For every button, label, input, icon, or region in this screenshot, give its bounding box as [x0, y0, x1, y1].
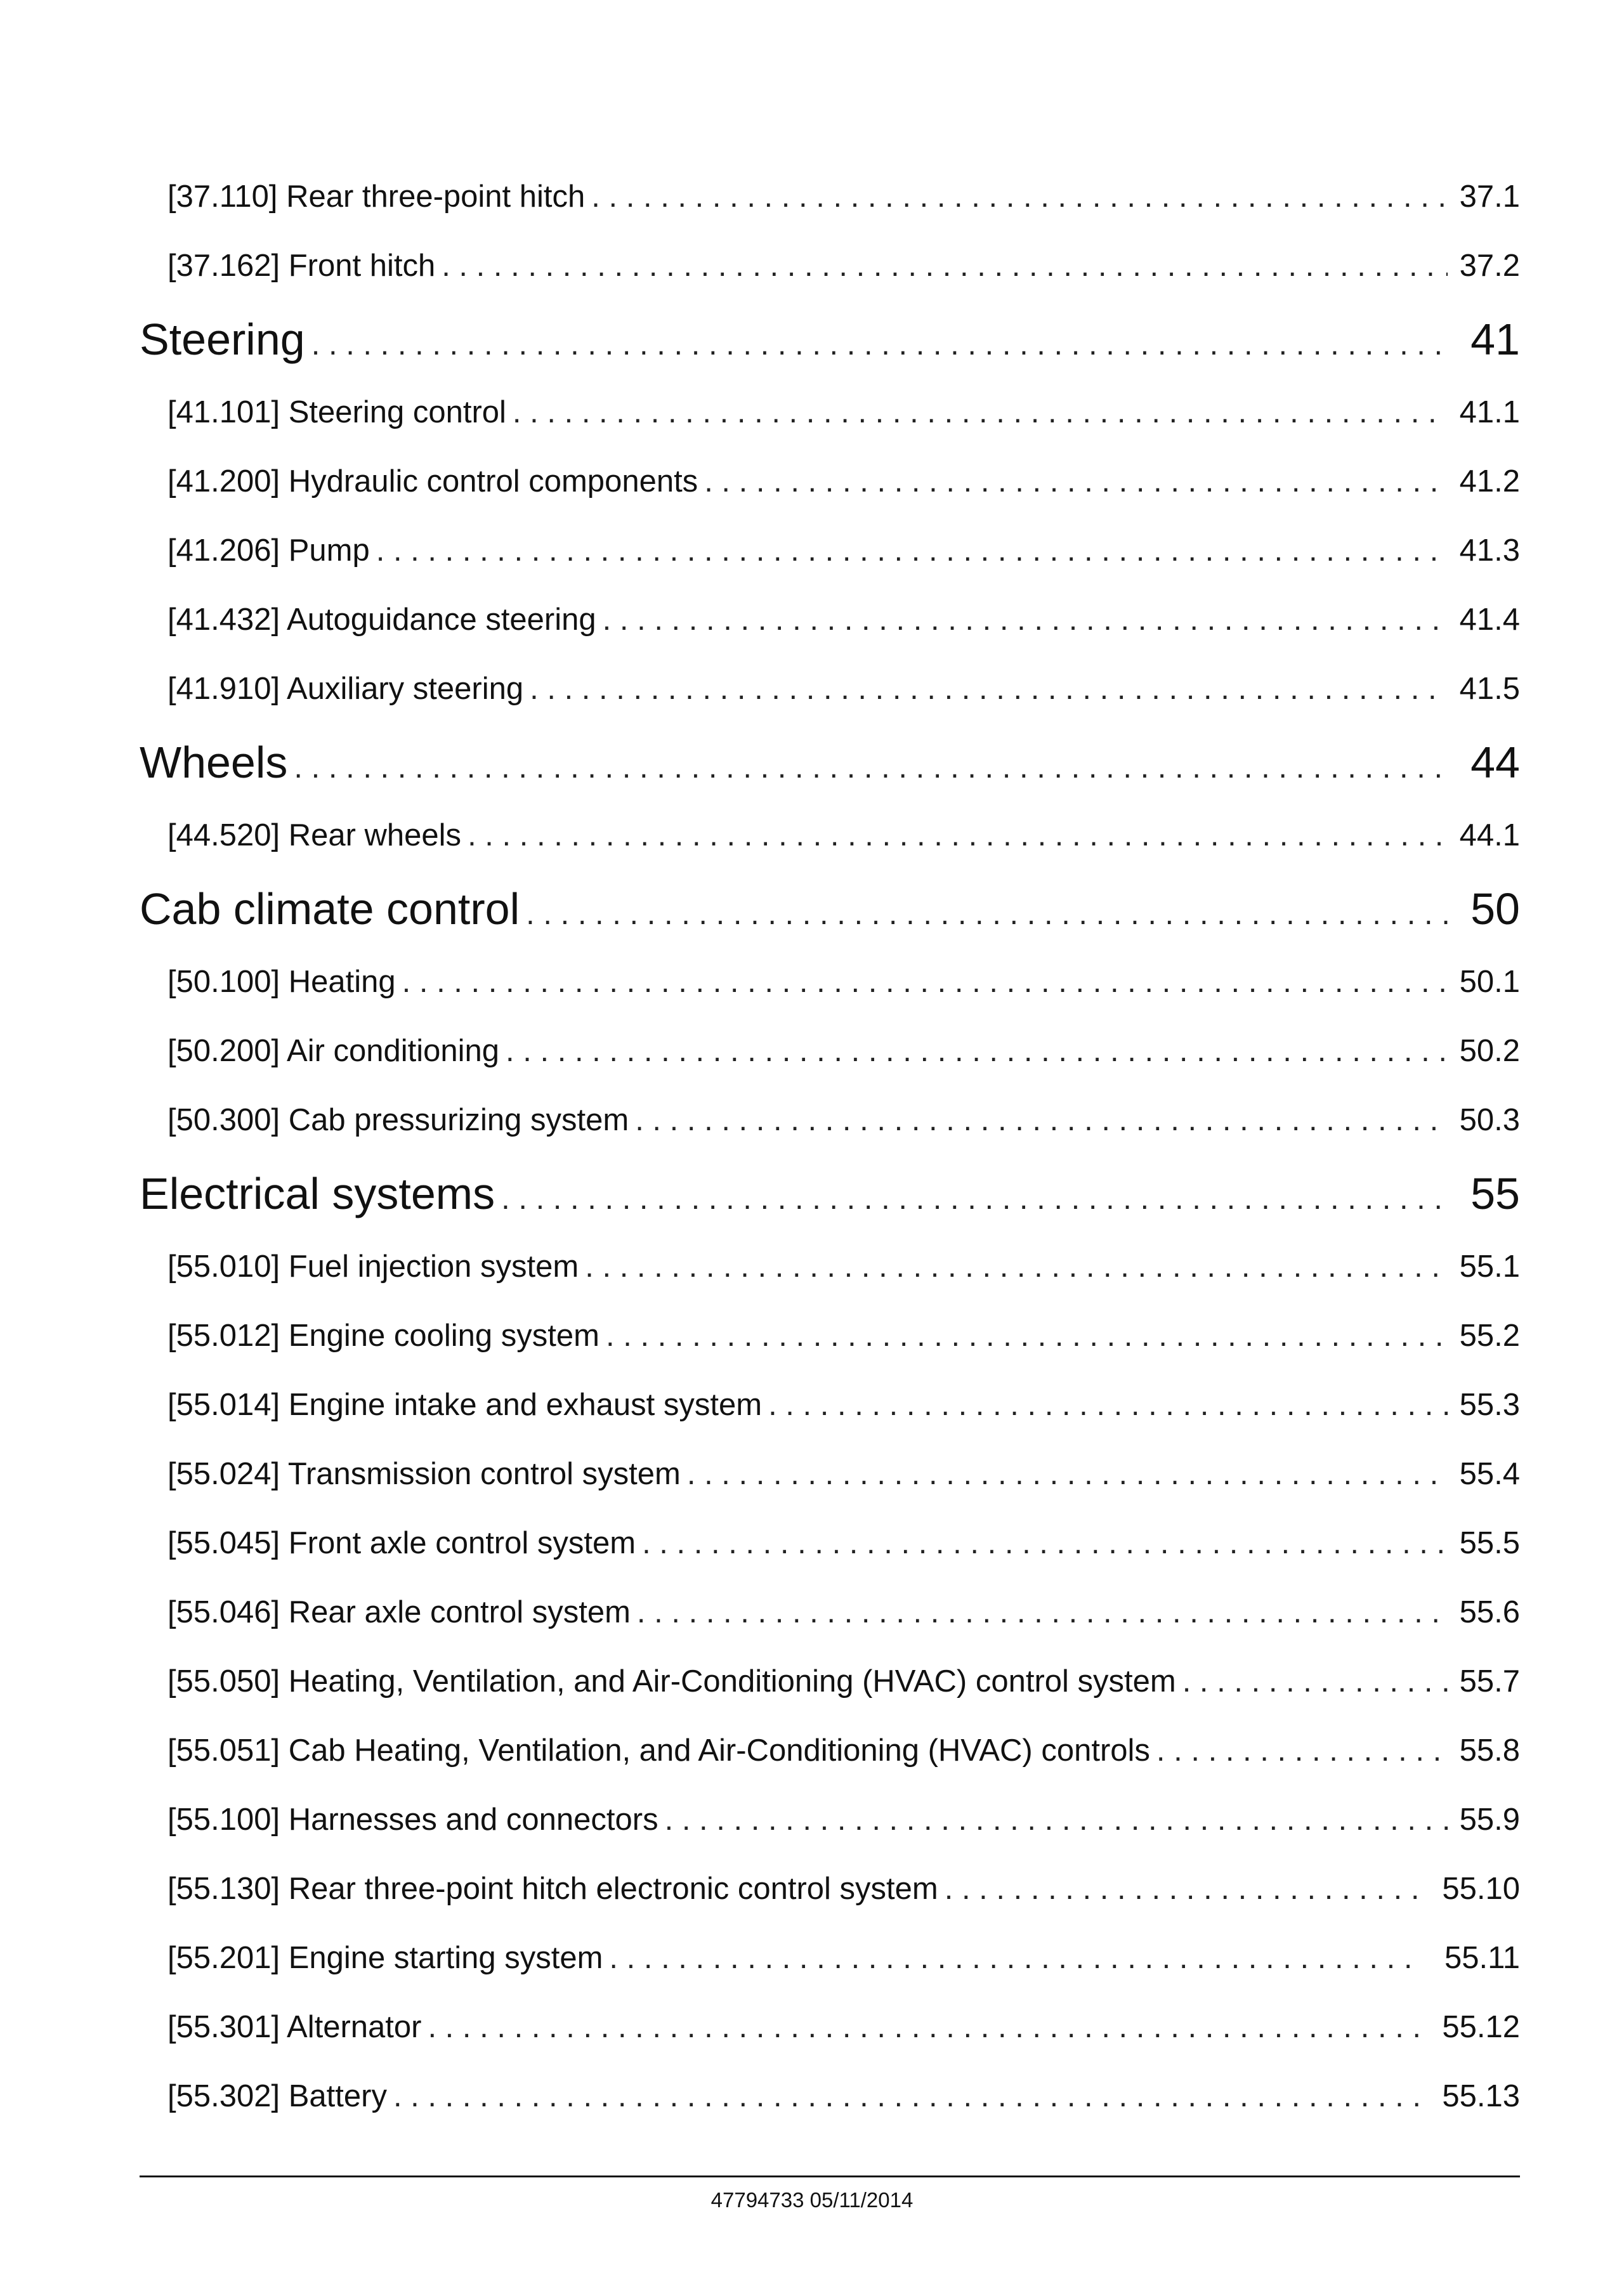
toc-entry-55-100[interactable] — [140, 1785, 1520, 1855]
toc-entry-page: 41.4 — [1459, 603, 1520, 637]
dot-leader — [768, 1371, 1448, 1440]
toc-entry-page: 55.7 — [1459, 1664, 1520, 1699]
dot-leader — [1156, 1716, 1448, 1785]
dot-leader — [687, 1440, 1448, 1509]
toc-entry-label: [55.045] Front axle control system — [167, 1526, 636, 1560]
toc-section-cab-climate-control[interactable] — [140, 870, 1520, 948]
toc-entry-label: [55.046] Rear axle control system — [167, 1595, 631, 1629]
dot-leader — [526, 875, 1448, 953]
toc-entry-55-046[interactable] — [140, 1578, 1520, 1647]
toc-entry-page: 37.2 — [1459, 249, 1520, 283]
toc-entry-page: 55.6 — [1459, 1595, 1520, 1629]
toc-entry-page: 50.2 — [1459, 1034, 1520, 1068]
toc-section-label: Steering — [140, 315, 305, 364]
dot-leader — [294, 729, 1448, 806]
toc-entry-label: [41.200] Hydraulic control components — [167, 464, 698, 499]
dot-leader — [468, 801, 1448, 870]
toc-entry-label: [55.012] Engine cooling system — [167, 1319, 599, 1353]
toc-entry-44-520[interactable] — [140, 801, 1520, 870]
toc-entry-label: [55.051] Cab Heating, Ventilation, and Air-Conditioning (HVAC) controls — [167, 1733, 1150, 1768]
toc-entry-label: [50.200] Air conditioning — [167, 1034, 500, 1068]
toc-entry-label: [50.300] Cab pressurizing system — [167, 1103, 629, 1137]
toc-entry-label: [55.100] Harnesses and connectors — [167, 1803, 658, 1837]
toc-entry-37-162[interactable] — [140, 232, 1520, 301]
toc-entry-page: 55.12 — [1442, 2010, 1520, 2044]
toc-entry-page: 55.11 — [1444, 1941, 1520, 1975]
toc-entry-page: 41.5 — [1459, 672, 1520, 706]
toc-entry-label: [55.014] Engine intake and exhaust system — [167, 1388, 763, 1422]
dot-leader — [665, 1785, 1448, 1855]
toc-entry-55-010[interactable] — [140, 1232, 1520, 1301]
toc-entry-41-910[interactable] — [140, 655, 1520, 724]
toc-entry-label: [44.520] Rear wheels — [167, 818, 462, 852]
toc-entry-55-301[interactable] — [140, 1993, 1520, 2062]
dot-leader — [945, 1855, 1421, 1924]
toc-entry-page: 55.5 — [1459, 1526, 1520, 1560]
toc-entry-page: 41.3 — [1459, 533, 1520, 568]
toc-entry-50-200[interactable] — [140, 1017, 1520, 1086]
dot-leader — [603, 585, 1448, 655]
footer-document-code: 47794733 05/11/2014 — [710, 2188, 914, 2212]
toc-entry-page: 55.9 — [1459, 1803, 1520, 1837]
toc-entry-page: 55.1 — [1459, 1249, 1520, 1284]
dot-leader — [501, 1160, 1448, 1237]
dot-leader — [513, 378, 1448, 447]
toc-entry-page: 55.13 — [1442, 2079, 1520, 2113]
dot-leader — [393, 2062, 1421, 2131]
toc-entry-label: [55.024] Transmission control system — [167, 1457, 681, 1491]
toc-entry-page: 55.4 — [1459, 1457, 1520, 1491]
toc-entry-55-050[interactable] — [140, 1647, 1520, 1716]
toc-entry-41-101[interactable] — [140, 378, 1520, 447]
toc-entry-page: 44.1 — [1459, 818, 1520, 852]
footer-divider — [140, 2175, 1520, 2177]
toc-section-steering[interactable] — [140, 301, 1520, 378]
dot-leader — [606, 1301, 1448, 1371]
toc-entry-55-024[interactable] — [140, 1440, 1520, 1509]
toc-entry-55-302[interactable] — [140, 2062, 1520, 2131]
toc-section-page: 44 — [1470, 738, 1520, 787]
toc-entry-page: 41.1 — [1459, 395, 1520, 429]
dot-leader — [704, 447, 1448, 516]
dot-leader — [1182, 1647, 1448, 1716]
toc-entry-page: 50.1 — [1459, 965, 1520, 999]
toc-section-wheels[interactable] — [140, 724, 1520, 801]
toc-entry-55-201[interactable] — [140, 1924, 1520, 1993]
toc-entry-label: [55.302] Battery — [167, 2079, 387, 2113]
toc-entry-41-206[interactable] — [140, 516, 1520, 585]
toc-entry-page: 55.2 — [1459, 1319, 1520, 1353]
toc-entry-41-432[interactable] — [140, 585, 1520, 655]
toc-entry-55-130[interactable] — [140, 1855, 1520, 1924]
dot-leader — [609, 1924, 1421, 1993]
dot-leader — [642, 1509, 1448, 1578]
toc-entry-55-012[interactable] — [140, 1301, 1520, 1371]
toc-section-label: Electrical systems — [140, 1169, 495, 1218]
toc-section-page: 41 — [1470, 315, 1520, 364]
toc-entry-label: [55.130] Rear three-point hitch electronic control system — [167, 1872, 938, 1906]
dot-leader — [506, 1017, 1448, 1086]
toc-entry-page: 55.3 — [1459, 1388, 1520, 1422]
toc-entry-50-100[interactable] — [140, 948, 1520, 1017]
toc-entry-page: 41.2 — [1459, 464, 1520, 499]
toc-section-electrical-systems[interactable] — [140, 1155, 1520, 1232]
toc-entry-55-051[interactable] — [140, 1716, 1520, 1785]
toc-section-label: Wheels — [140, 738, 288, 787]
toc-entry-55-045[interactable] — [140, 1509, 1520, 1578]
dot-leader — [637, 1578, 1448, 1647]
toc-section-label: Cab climate control — [140, 884, 520, 934]
dot-leader — [402, 948, 1448, 1017]
toc-entry-label: [37.162] Front hitch — [167, 249, 436, 283]
toc-entry-label: [41.101] Steering control — [167, 395, 506, 429]
toc-entry-41-200[interactable] — [140, 447, 1520, 516]
toc-entry-55-014[interactable] — [140, 1371, 1520, 1440]
toc-entry-37-110[interactable] — [140, 162, 1520, 232]
toc-entry-label: [41.206] Pump — [167, 533, 370, 568]
toc-entry-page: 37.1 — [1459, 179, 1520, 214]
toc-entry-label: [55.201] Engine starting system — [167, 1941, 603, 1975]
table-of-contents — [140, 162, 1520, 2131]
dot-leader — [591, 162, 1448, 232]
toc-entry-label: [55.010] Fuel injection system — [167, 1249, 579, 1284]
dot-leader — [428, 1993, 1421, 2062]
toc-entry-label: [41.910] Auxiliary steering — [167, 672, 524, 706]
toc-entry-page: 55.10 — [1442, 1872, 1520, 1906]
dot-leader — [376, 516, 1448, 585]
toc-section-page: 50 — [1470, 884, 1520, 934]
toc-entry-label: [55.301] Alternator — [167, 2010, 422, 2044]
dot-leader — [635, 1086, 1448, 1155]
toc-entry-page: 55.8 — [1459, 1733, 1520, 1768]
toc-entry-page: 50.3 — [1459, 1103, 1520, 1137]
dot-leader — [311, 306, 1448, 383]
toc-entry-label: [41.432] Autoguidance steering — [167, 603, 596, 637]
toc-entry-50-300[interactable] — [140, 1086, 1520, 1155]
toc-entry-label: [50.100] Heating — [167, 965, 396, 999]
dot-leader — [442, 232, 1448, 301]
toc-entry-label: [55.050] Heating, Ventilation, and Air-Conditioning (HVAC) control system — [167, 1664, 1176, 1699]
dot-leader — [530, 655, 1448, 724]
toc-entry-label: [37.110] Rear three-point hitch — [167, 179, 586, 214]
toc-section-page: 55 — [1470, 1169, 1520, 1218]
dot-leader — [585, 1232, 1448, 1301]
